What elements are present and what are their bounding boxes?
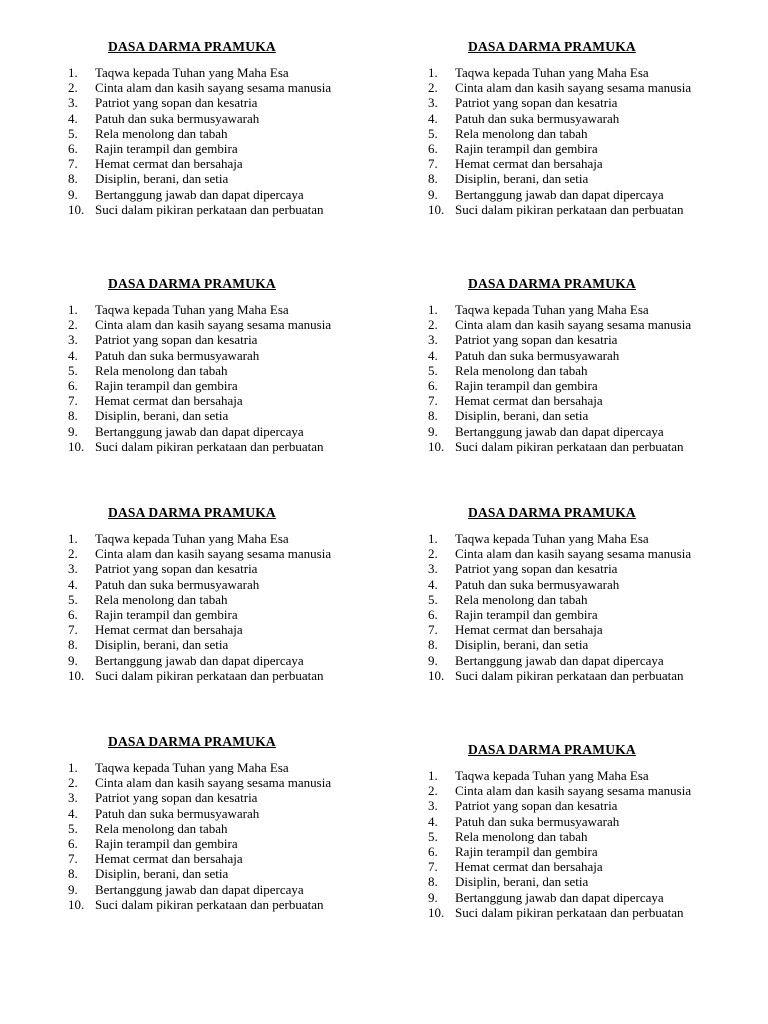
item-text: Patuh dan suka bermusyawarah xyxy=(95,576,260,592)
item-text: Suci dalam pikiran perkataan dan perbuatan xyxy=(455,667,684,683)
item-number: 4. xyxy=(428,347,438,363)
item-text: Cinta alam dan kasih sayang sesama manusia xyxy=(95,546,332,562)
item-number: 10. xyxy=(68,896,85,912)
item-text: Patuh dan suka bermusyawarah xyxy=(455,813,620,829)
list-item xyxy=(428,393,758,408)
item-text: Bertanggung jawab dan dapat dipercaya xyxy=(455,423,664,439)
list-item xyxy=(428,905,758,920)
item-text: Patriot yang sopan dan kesatria xyxy=(455,95,618,111)
item-number: 8. xyxy=(428,408,438,424)
list-item xyxy=(428,348,758,363)
item-text: Patriot yang sopan dan kesatria xyxy=(455,561,618,577)
list-item xyxy=(428,798,758,813)
list-item xyxy=(428,859,758,874)
list-item xyxy=(428,408,758,423)
pledge-card xyxy=(428,742,758,920)
card-title: DASA DARMA PRAMUKA xyxy=(468,276,636,291)
list-item xyxy=(68,806,398,821)
list-item xyxy=(428,332,758,347)
item-text: Bertanggung jawab dan dapat dipercaya xyxy=(95,881,304,897)
list-item xyxy=(428,874,758,889)
list-item xyxy=(68,821,398,836)
item-text: Cinta alam dan kasih sayang sesama manusia xyxy=(455,783,692,799)
pledge-card xyxy=(68,734,398,912)
item-text: Bertanggung jawab dan dapat dipercaya xyxy=(95,186,304,202)
list-item xyxy=(428,531,758,546)
card-title: DASA DARMA PRAMUKA xyxy=(468,505,636,520)
item-number: 6. xyxy=(68,378,78,394)
list-item xyxy=(428,111,758,126)
pledge-card xyxy=(428,39,758,217)
item-number: 7. xyxy=(428,393,438,409)
item-text: Bertanggung jawab dan dapat dipercaya xyxy=(95,652,304,668)
item-text: Cinta alam dan kasih sayang sesama manusia xyxy=(455,80,692,96)
item-number: 8. xyxy=(428,171,438,187)
list-item xyxy=(68,424,398,439)
item-text: Taqwa kepada Tuhan yang Maha Esa xyxy=(95,760,289,775)
list-item xyxy=(428,890,758,905)
list-item xyxy=(68,439,398,454)
item-text: Patuh dan suka bermusyawarah xyxy=(455,110,620,126)
item-number: 2. xyxy=(68,775,78,791)
item-text: Rajin terampil dan gembira xyxy=(455,844,598,860)
item-number: 6. xyxy=(428,141,438,157)
item-number: 5. xyxy=(68,820,78,836)
list-item xyxy=(68,577,398,592)
list-item xyxy=(428,768,758,783)
list-item xyxy=(428,783,758,798)
item-text: Patriot yang sopan dan kesatria xyxy=(95,790,258,806)
item-number: 4. xyxy=(428,576,438,592)
item-number: 3. xyxy=(68,332,78,348)
item-number: 9. xyxy=(68,423,78,439)
item-text: Cinta alam dan kasih sayang sesama manusia xyxy=(95,775,332,791)
item-number: 8. xyxy=(68,171,78,187)
item-number: 2. xyxy=(428,80,438,96)
list-item xyxy=(428,622,758,637)
item-number: 10. xyxy=(428,201,445,217)
list-item xyxy=(428,814,758,829)
card-title: DASA DARMA PRAMUKA xyxy=(468,39,636,54)
pledge-list xyxy=(428,531,758,683)
item-number: 7. xyxy=(428,622,438,638)
item-text: Taqwa kepada Tuhan yang Maha Esa xyxy=(455,768,649,783)
list-item xyxy=(428,126,758,141)
item-number: 1. xyxy=(68,760,78,775)
item-text: Rela menolong dan tabah xyxy=(95,820,228,836)
item-text: Hemat cermat dan bersahaja xyxy=(455,622,603,638)
item-text: Patuh dan suka bermusyawarah xyxy=(95,347,260,363)
item-number: 10. xyxy=(428,904,445,920)
list-item xyxy=(68,141,398,156)
list-item xyxy=(68,95,398,110)
list-item xyxy=(428,202,758,217)
item-text: Bertanggung jawab dan dapat dipercaya xyxy=(95,423,304,439)
item-text: Disiplin, berani, dan setia xyxy=(95,408,229,424)
item-number: 3. xyxy=(68,790,78,806)
item-number: 8. xyxy=(68,637,78,653)
item-number: 2. xyxy=(428,546,438,562)
item-text: Suci dalam pikiran perkataan dan perbuatan xyxy=(95,201,324,217)
item-text: Rela menolong dan tabah xyxy=(95,362,228,378)
item-number: 7. xyxy=(68,156,78,172)
item-number: 4. xyxy=(68,110,78,126)
item-number: 3. xyxy=(428,95,438,111)
pledge-list xyxy=(68,302,398,454)
item-number: 7. xyxy=(68,393,78,409)
item-text: Patuh dan suka bermusyawarah xyxy=(95,805,260,821)
item-number: 9. xyxy=(68,652,78,668)
list-item xyxy=(428,637,758,652)
item-number: 9. xyxy=(428,652,438,668)
item-number: 1. xyxy=(428,65,438,80)
list-item xyxy=(68,546,398,561)
item-number: 10. xyxy=(68,201,85,217)
item-number: 8. xyxy=(428,637,438,653)
item-number: 4. xyxy=(428,813,438,829)
list-item xyxy=(68,348,398,363)
list-item xyxy=(68,897,398,912)
item-number: 6. xyxy=(428,607,438,623)
list-item xyxy=(428,171,758,186)
item-number: 2. xyxy=(68,317,78,333)
list-item xyxy=(428,668,758,683)
pledge-list xyxy=(68,65,398,217)
item-text: Taqwa kepada Tuhan yang Maha Esa xyxy=(455,531,649,546)
item-text: Rela menolong dan tabah xyxy=(455,591,588,607)
item-number: 5. xyxy=(428,828,438,844)
item-number: 3. xyxy=(428,798,438,814)
item-text: Rajin terampil dan gembira xyxy=(455,378,598,394)
item-text: Bertanggung jawab dan dapat dipercaya xyxy=(455,652,664,668)
list-item xyxy=(68,622,398,637)
item-number: 9. xyxy=(68,186,78,202)
item-number: 1. xyxy=(428,531,438,546)
item-number: 9. xyxy=(428,423,438,439)
item-text: Rajin terampil dan gembira xyxy=(95,378,238,394)
item-number: 6. xyxy=(428,378,438,394)
list-item xyxy=(428,424,758,439)
item-text: Suci dalam pikiran perkataan dan perbuatan xyxy=(95,438,324,454)
list-item xyxy=(68,760,398,775)
item-text: Taqwa kepada Tuhan yang Maha Esa xyxy=(95,65,289,80)
list-item xyxy=(68,836,398,851)
list-item xyxy=(68,156,398,171)
list-item xyxy=(68,668,398,683)
item-number: 6. xyxy=(68,607,78,623)
item-number: 3. xyxy=(428,332,438,348)
item-text: Hemat cermat dan bersahaja xyxy=(95,393,243,409)
item-number: 6. xyxy=(68,836,78,852)
item-text: Disiplin, berani, dan setia xyxy=(455,171,589,187)
item-number: 5. xyxy=(428,125,438,141)
item-text: Rajin terampil dan gembira xyxy=(95,836,238,852)
list-item xyxy=(68,80,398,95)
item-text: Bertanggung jawab dan dapat dipercaya xyxy=(455,186,664,202)
list-item xyxy=(428,378,758,393)
item-text: Rela menolong dan tabah xyxy=(455,362,588,378)
list-item xyxy=(68,866,398,881)
item-number: 1. xyxy=(68,531,78,546)
pledge-list xyxy=(428,768,758,920)
item-text: Disiplin, berani, dan setia xyxy=(455,637,589,653)
card-title: DASA DARMA PRAMUKA xyxy=(108,39,276,54)
pledge-list xyxy=(428,302,758,454)
item-text: Taqwa kepada Tuhan yang Maha Esa xyxy=(95,302,289,317)
list-item xyxy=(68,111,398,126)
item-number: 1. xyxy=(428,768,438,783)
item-text: Rela menolong dan tabah xyxy=(95,125,228,141)
item-number: 2. xyxy=(428,317,438,333)
pledge-card xyxy=(68,39,398,217)
list-item xyxy=(68,408,398,423)
card-title: DASA DARMA PRAMUKA xyxy=(108,276,276,291)
list-item xyxy=(428,65,758,80)
item-text: Suci dalam pikiran perkataan dan perbuatan xyxy=(455,438,684,454)
pledge-card xyxy=(428,276,758,454)
item-number: 3. xyxy=(428,561,438,577)
item-text: Cinta alam dan kasih sayang sesama manusia xyxy=(455,317,692,333)
item-number: 5. xyxy=(428,591,438,607)
list-item xyxy=(68,202,398,217)
pledge-card xyxy=(68,505,398,683)
item-number: 1. xyxy=(68,65,78,80)
card-title: DASA DARMA PRAMUKA xyxy=(468,742,636,757)
list-item xyxy=(68,882,398,897)
item-text: Disiplin, berani, dan setia xyxy=(455,874,589,890)
item-text: Patriot yang sopan dan kesatria xyxy=(455,798,618,814)
item-number: 4. xyxy=(68,805,78,821)
item-text: Taqwa kepada Tuhan yang Maha Esa xyxy=(455,302,649,317)
item-number: 2. xyxy=(68,80,78,96)
item-text: Hemat cermat dan bersahaja xyxy=(95,851,243,867)
item-text: Cinta alam dan kasih sayang sesama manusia xyxy=(95,80,332,96)
list-item xyxy=(428,653,758,668)
item-number: 10. xyxy=(428,667,445,683)
item-text: Suci dalam pikiran perkataan dan perbuatan xyxy=(455,904,684,920)
item-number: 10. xyxy=(68,667,85,683)
pledge-list xyxy=(68,531,398,683)
item-number: 3. xyxy=(68,95,78,111)
item-number: 8. xyxy=(68,866,78,882)
pledge-list xyxy=(68,760,398,912)
item-number: 5. xyxy=(68,362,78,378)
list-item xyxy=(428,302,758,317)
item-number: 10. xyxy=(428,438,445,454)
list-item xyxy=(428,156,758,171)
pledge-card xyxy=(428,505,758,683)
item-number: 7. xyxy=(68,851,78,867)
item-number: 2. xyxy=(68,546,78,562)
list-item xyxy=(68,561,398,576)
item-text: Disiplin, berani, dan setia xyxy=(95,637,229,653)
list-item xyxy=(428,577,758,592)
item-text: Hemat cermat dan bersahaja xyxy=(95,156,243,172)
list-item xyxy=(68,775,398,790)
list-item xyxy=(68,851,398,866)
item-text: Patuh dan suka bermusyawarah xyxy=(95,110,260,126)
item-text: Suci dalam pikiran perkataan dan perbuatan xyxy=(455,201,684,217)
item-text: Patuh dan suka bermusyawarah xyxy=(455,347,620,363)
item-number: 6. xyxy=(428,844,438,860)
card-title: DASA DARMA PRAMUKA xyxy=(108,505,276,520)
list-item xyxy=(428,844,758,859)
list-item xyxy=(68,171,398,186)
item-number: 4. xyxy=(428,110,438,126)
list-item xyxy=(68,126,398,141)
list-item xyxy=(68,531,398,546)
list-item xyxy=(68,378,398,393)
item-text: Patriot yang sopan dan kesatria xyxy=(95,332,258,348)
item-text: Cinta alam dan kasih sayang sesama manusia xyxy=(455,546,692,562)
item-text: Taqwa kepada Tuhan yang Maha Esa xyxy=(455,65,649,80)
item-number: 1. xyxy=(428,302,438,317)
list-item xyxy=(68,65,398,80)
item-number: 9. xyxy=(428,186,438,202)
list-item xyxy=(428,80,758,95)
item-text: Rela menolong dan tabah xyxy=(455,828,588,844)
item-text: Suci dalam pikiran perkataan dan perbuatan xyxy=(95,896,324,912)
list-item xyxy=(68,317,398,332)
item-number: 4. xyxy=(68,576,78,592)
card-title: DASA DARMA PRAMUKA xyxy=(108,734,276,749)
item-number: 7. xyxy=(428,859,438,875)
item-text: Rajin terampil dan gembira xyxy=(455,141,598,157)
item-text: Rela menolong dan tabah xyxy=(95,591,228,607)
item-text: Rajin terampil dan gembira xyxy=(95,607,238,623)
list-item xyxy=(68,790,398,805)
item-text: Patriot yang sopan dan kesatria xyxy=(455,332,618,348)
list-item xyxy=(68,187,398,202)
item-text: Patriot yang sopan dan kesatria xyxy=(95,95,258,111)
list-item xyxy=(428,141,758,156)
item-number: 2. xyxy=(428,783,438,799)
list-item xyxy=(428,363,758,378)
list-item xyxy=(428,561,758,576)
list-item xyxy=(68,592,398,607)
item-number: 5. xyxy=(428,362,438,378)
list-item xyxy=(68,393,398,408)
item-number: 9. xyxy=(428,889,438,905)
item-number: 3. xyxy=(68,561,78,577)
list-item xyxy=(68,653,398,668)
item-text: Suci dalam pikiran perkataan dan perbuatan xyxy=(95,667,324,683)
list-item xyxy=(428,829,758,844)
item-number: 8. xyxy=(68,408,78,424)
item-text: Rajin terampil dan gembira xyxy=(455,607,598,623)
item-text: Cinta alam dan kasih sayang sesama manusia xyxy=(95,317,332,333)
pledge-list xyxy=(428,65,758,217)
list-item xyxy=(428,546,758,561)
item-number: 5. xyxy=(68,125,78,141)
list-item xyxy=(68,302,398,317)
item-number: 10. xyxy=(68,438,85,454)
item-number: 8. xyxy=(428,874,438,890)
item-text: Hemat cermat dan bersahaja xyxy=(95,622,243,638)
item-text: Bertanggung jawab dan dapat dipercaya xyxy=(455,889,664,905)
item-text: Hemat cermat dan bersahaja xyxy=(455,156,603,172)
item-number: 4. xyxy=(68,347,78,363)
item-text: Patuh dan suka bermusyawarah xyxy=(455,576,620,592)
item-text: Disiplin, berani, dan setia xyxy=(455,408,589,424)
list-item xyxy=(428,592,758,607)
item-text: Hemat cermat dan bersahaja xyxy=(455,393,603,409)
item-text: Hemat cermat dan bersahaja xyxy=(455,859,603,875)
list-item xyxy=(428,317,758,332)
item-number: 5. xyxy=(68,591,78,607)
list-item xyxy=(428,95,758,110)
list-item xyxy=(428,439,758,454)
item-text: Patriot yang sopan dan kesatria xyxy=(95,561,258,577)
item-number: 7. xyxy=(428,156,438,172)
list-item xyxy=(68,637,398,652)
item-text: Taqwa kepada Tuhan yang Maha Esa xyxy=(95,531,289,546)
list-item xyxy=(68,332,398,347)
list-item xyxy=(68,607,398,622)
item-text: Disiplin, berani, dan setia xyxy=(95,171,229,187)
item-number: 9. xyxy=(68,881,78,897)
item-number: 1. xyxy=(68,302,78,317)
pledge-card xyxy=(68,276,398,454)
list-item xyxy=(428,607,758,622)
item-text: Disiplin, berani, dan setia xyxy=(95,866,229,882)
item-number: 7. xyxy=(68,622,78,638)
list-item xyxy=(428,187,758,202)
item-text: Rajin terampil dan gembira xyxy=(95,141,238,157)
item-number: 6. xyxy=(68,141,78,157)
list-item xyxy=(68,363,398,378)
item-text: Rela menolong dan tabah xyxy=(455,125,588,141)
